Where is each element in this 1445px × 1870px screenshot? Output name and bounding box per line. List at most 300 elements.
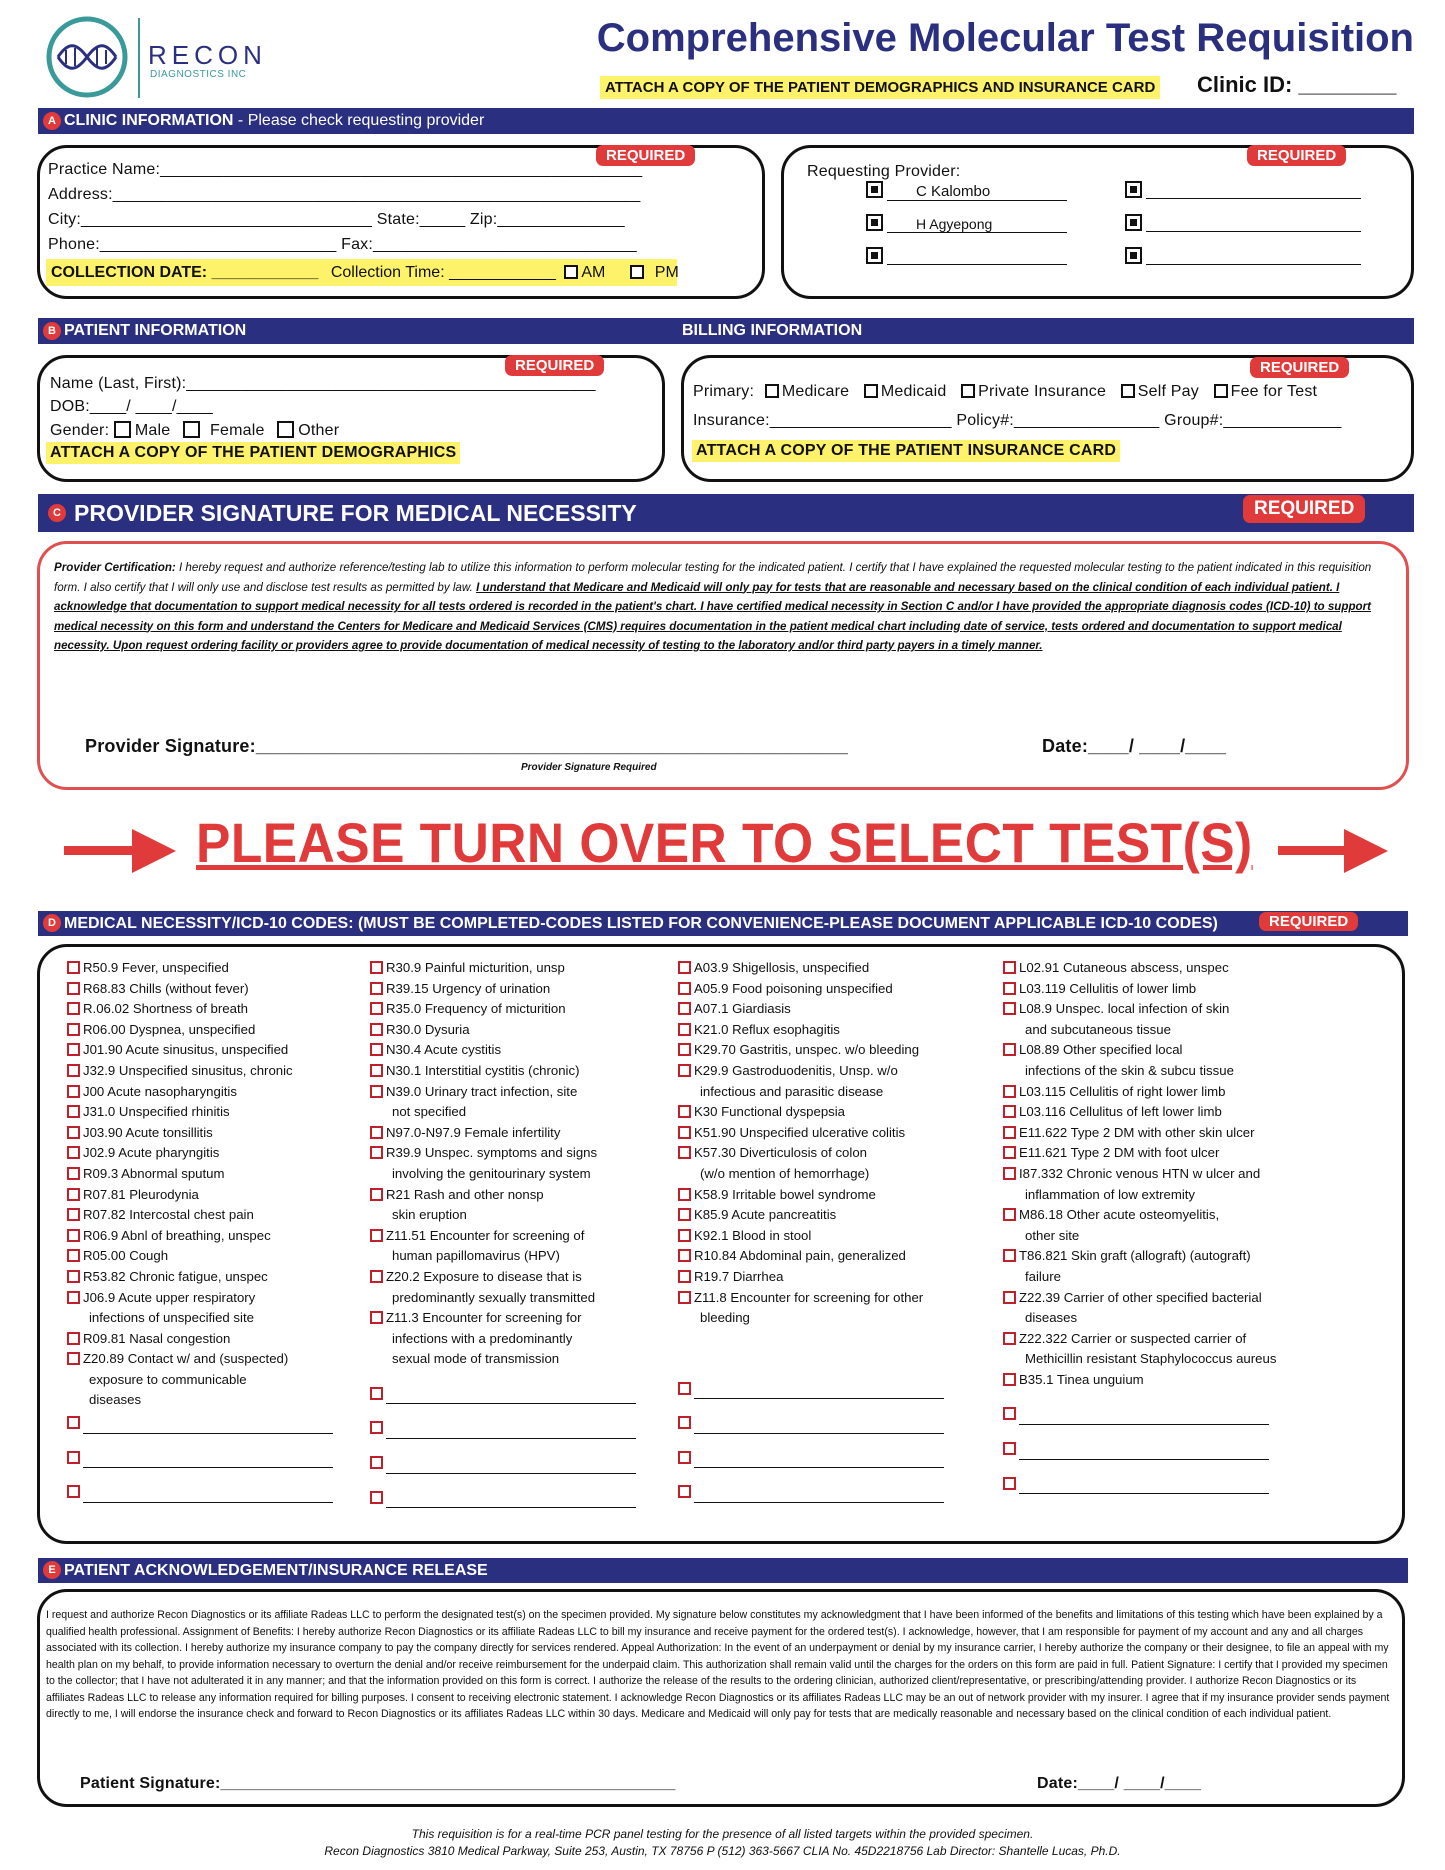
icd-code-item[interactable] — [67, 1185, 333, 1206]
section-a-subtitle: - Please check requesting provider — [233, 112, 485, 129]
icd-code-item[interactable] — [67, 1020, 333, 1041]
icd-checkbox[interactable] — [370, 961, 383, 974]
icd-code-label: B35.1 Tinea unguium — [1019, 1371, 1144, 1387]
icd-blank-entry[interactable] — [67, 1448, 333, 1469]
icd-code-item[interactable] — [67, 1246, 333, 1267]
medicaid-label: Medicaid — [880, 383, 947, 400]
medicaid-checkbox[interactable] — [864, 384, 878, 398]
icd-blank-entry[interactable] — [67, 1413, 333, 1434]
icd-blank-entry[interactable] — [1003, 1439, 1276, 1460]
icd-blank-line[interactable] — [1019, 1478, 1269, 1494]
icd-code-item[interactable] — [678, 1246, 944, 1267]
icd-code-item[interactable] — [1003, 1123, 1276, 1144]
icd-code-item[interactable] — [370, 1020, 636, 1041]
icd-code-item[interactable] — [1003, 1040, 1276, 1061]
icd-code-label: R.06.02 Shortness of breath — [83, 1001, 248, 1017]
icd-checkbox[interactable] — [67, 1291, 80, 1304]
icd-blank-entry[interactable] — [370, 1418, 636, 1439]
patient-name-field[interactable]: Name (Last, First):_____________________________________________ — [50, 375, 596, 392]
icd-code-item[interactable] — [67, 1061, 333, 1082]
icd-checkbox[interactable] — [678, 1291, 691, 1304]
acknowledgement-text: I request and authorize Recon Diagnostics or its affiliate Radeas LLC to perform the designated test(s) on the specimen provided. My signature below constitutes my acknowledgment that I have been informed of the benefits and limitations of this testing which have been explained by a qualified health professional. Assignment of Benefits: I hereby authorize Recon Diagnostics or its affiliate Radeas LLC to bill my insurance and receive payment for the ordered test(s). I acknowledge, however, that I am responsible for payment of my account and any and all charges associated with its collection. I hereby authorize my insurance company to pay the company directly for services rendered. Appeal Authorization: In the event of an underpayment or denial by my insurance carrier, I hereby authorize the company or their designee, to file an appeal with my health plan on my behalf, to provide information necessary to overturn the denial and/or receive reimbursement for the underpaid claim. This authorization shall remain valid until the charges for the orders on this form are paid in full. Patient Signature: I certify that I provided my specimen to the collector; that I have not adulterated it in any manner; and that the information provided on this form is correct. I authorize the release of the results to the ordering clinician, authorized client/representative, or prescribing/attending provider. I authorize Recon Diagnostics or its affiliates Radeas LLC to release any information required for billing purposes. I consent to receiving electronic statement. I acknowledge Recon Diagnostics or its affiliates Radeas LLC may be an out of network provider with my insurer. I agree that if my insurance provider sends payment directly to me, I will endorse the insurance check and forward to Recon Diagnostics or its affiliates Radeas LLC within 30 days. Medicare and Medicaid will only pay for tests that are medically reasonable and necessary based on the clinical condition of each individual patient. — [46, 1609, 1390, 1720]
icd-checkbox[interactable] — [67, 961, 80, 974]
icd-checkbox[interactable] — [1003, 1085, 1016, 1098]
icd-code-item[interactable] — [67, 958, 333, 979]
provider-blank-5[interactable] — [1146, 214, 1361, 232]
icd-code-item[interactable] — [67, 1288, 333, 1309]
icd-code-label: J06.9 Acute upper respiratory — [83, 1289, 256, 1305]
icd-checkbox[interactable] — [678, 1188, 691, 1201]
icd-checkbox[interactable] — [370, 1387, 383, 1400]
icd-code-item[interactable] — [678, 1020, 944, 1041]
private-insurance-label: Private Insurance — [978, 383, 1107, 400]
icd-code-label: L08.9 Unspec. local infection of skin — [1019, 1001, 1230, 1017]
icd-checkbox[interactable] — [1003, 1208, 1016, 1221]
icd-blank-line[interactable] — [694, 1383, 944, 1399]
icd-checkbox[interactable] — [370, 1270, 383, 1283]
icd-code-label: infectious and parasitic disease — [700, 1083, 884, 1099]
phone-fax-field[interactable]: Phone:__________________________ Fax:_____________________________ — [48, 236, 637, 253]
icd-checkbox[interactable] — [67, 1167, 80, 1180]
icd-blank-entry[interactable] — [370, 1384, 636, 1405]
icd-code-item[interactable] — [370, 1267, 636, 1288]
clinic-required-badge: REQUIRED — [596, 145, 695, 166]
icd-code-item[interactable] — [67, 1164, 333, 1185]
icd-code-item[interactable] — [67, 1102, 333, 1123]
icd-checkbox[interactable] — [678, 1485, 691, 1498]
icd-checkbox[interactable] — [67, 1126, 80, 1139]
icd-checkbox[interactable] — [1003, 1043, 1016, 1056]
icd-code-item[interactable] — [370, 1082, 636, 1103]
icd-blank-entry[interactable] — [1003, 1404, 1276, 1425]
provider-blank-3[interactable] — [887, 247, 1067, 265]
signature-required-badge: REQUIRED — [1243, 495, 1365, 523]
icd-checkbox[interactable] — [1003, 1291, 1016, 1304]
provider-checkbox-5[interactable] — [1125, 214, 1142, 231]
address-field[interactable]: Address:__________________________________________________________ — [48, 186, 641, 203]
icd-blank-entry[interactable] — [678, 1413, 944, 1434]
icd-checkbox[interactable] — [678, 1451, 691, 1464]
icd-code-item[interactable] — [678, 1185, 944, 1206]
icd-code-label: infections of the skin & subcu tissue — [1025, 1062, 1234, 1078]
icd-code-continuation — [1003, 1020, 1276, 1041]
icd-checkbox[interactable] — [678, 1064, 691, 1077]
icd-code-item[interactable] — [67, 1349, 333, 1370]
icd-code-continuation — [1003, 1061, 1276, 1082]
icd-code-label: E11.621 Type 2 DM with foot ulcer — [1019, 1145, 1220, 1161]
icd-code-label: diseases — [89, 1392, 142, 1408]
icd-checkbox[interactable] — [678, 1270, 691, 1283]
collection-time-field[interactable]: Collection Time: ____________ — [330, 264, 556, 281]
dob-field[interactable]: DOB:____/ ____/____ — [50, 398, 214, 415]
provider-checkbox-1[interactable] — [866, 181, 883, 198]
icd-code-label: R10.84 Abdominal pain, generalized — [694, 1248, 906, 1264]
icd-checkbox[interactable] — [370, 1146, 383, 1159]
icd-code-item[interactable] — [370, 1308, 636, 1329]
icd-checkbox[interactable] — [370, 1311, 383, 1324]
icd-code-item[interactable] — [678, 979, 944, 1000]
icd-blank-line[interactable] — [694, 1452, 944, 1468]
section-d-title: MEDICAL NECESSITY/ICD-10 CODES: (MUST BE COMPLETED-CODES LISTED FOR CONVENIENCE-PLEASE DOCUMENT APPLICABLE ICD-10 CODES) — [64, 915, 1218, 932]
icd-checkbox[interactable] — [67, 1270, 80, 1283]
icd-code-item[interactable] — [67, 1205, 333, 1226]
icd-checkbox[interactable] — [678, 1382, 691, 1395]
icd-blank-entry[interactable] — [678, 1379, 944, 1400]
provider-checkbox-6[interactable] — [1125, 247, 1142, 264]
icd-checkbox[interactable] — [67, 982, 80, 995]
icd-code-item[interactable] — [67, 1329, 333, 1350]
icd-checkbox[interactable] — [1003, 1373, 1016, 1386]
icd-code-label: L02.91 Cutaneous abscess, unspec — [1019, 960, 1229, 975]
icd-code-label: R68.83 Chills (without fever) — [83, 980, 249, 996]
icd-checkbox[interactable] — [370, 1188, 383, 1201]
icd-code-item[interactable] — [370, 1040, 636, 1061]
icd-checkbox[interactable] — [1003, 1167, 1016, 1180]
icd-code-label: bleeding — [700, 1310, 750, 1326]
icd-code-item[interactable] — [1003, 1143, 1276, 1164]
icd-code-label: R07.81 Pleurodynia — [83, 1186, 199, 1202]
icd-code-label: J00 Acute nasopharyngitis — [83, 1083, 237, 1099]
icd-code-label: R07.82 Intercostal chest pain — [83, 1207, 254, 1223]
icd-code-item[interactable] — [67, 1267, 333, 1288]
icd-checkbox[interactable] — [1003, 1146, 1016, 1159]
billing-title: BILLING INFORMATION — [682, 322, 863, 339]
icd-checkbox[interactable] — [1003, 1249, 1016, 1262]
icd-checkbox[interactable] — [67, 1229, 80, 1242]
medicare-checkbox[interactable] — [765, 384, 779, 398]
icd-code-item[interactable] — [1003, 1329, 1276, 1350]
icd-code-label: N39.0 Urinary tract infection, site — [386, 1083, 578, 1099]
icd-checkbox[interactable] — [67, 1249, 80, 1262]
icd-code-item[interactable] — [67, 979, 333, 1000]
icd-code-item[interactable] — [67, 1226, 333, 1247]
icd-code-label: L08.89 Other specified local — [1019, 1042, 1183, 1058]
provider-checkbox-3[interactable] — [866, 247, 883, 264]
icd-code-item[interactable] — [678, 1102, 944, 1123]
provider-signature-date[interactable]: Date:____/ ____/____ — [1042, 736, 1227, 756]
icd-blank-line[interactable] — [386, 1458, 636, 1474]
icd-checkbox[interactable] — [678, 1126, 691, 1139]
am-label: AM — [581, 264, 606, 281]
icd-code-continuation — [370, 1246, 636, 1267]
certification-text — [54, 558, 1392, 656]
icd-checkbox[interactable] — [678, 1249, 691, 1262]
icd-code-label: (w/o mention of hemorrhage) — [700, 1165, 870, 1181]
icd-code-item[interactable] — [370, 1143, 636, 1164]
icd-code-label: other site — [1025, 1227, 1080, 1243]
logo-subtitle: DIAGNOSTICS INC — [150, 69, 247, 80]
icd-checkbox[interactable] — [370, 1023, 383, 1036]
icd-code-label: Z20.89 Contact w/ and (suspected) — [83, 1351, 289, 1367]
icd-code-item[interactable] — [370, 979, 636, 1000]
icd-blank-entry[interactable] — [370, 1488, 636, 1509]
icd-checkbox[interactable] — [67, 1146, 80, 1159]
footer-line-2: Recon Diagnostics 3810 Medical Parkway, Suite 253, Austin, TX 78756 P (512) 363-5667 CLIA No. 45D2218756 Lab Director: Shantelle Lucas, Ph.D. — [324, 1844, 1121, 1858]
other-gender-label: Other — [298, 422, 340, 439]
icd-checkbox[interactable] — [678, 1043, 691, 1056]
icd-code-item[interactable] — [678, 1288, 944, 1309]
icd-checkbox[interactable] — [678, 961, 691, 974]
icd-code-label: R39.15 Urgency of urination — [386, 980, 551, 996]
icd-code-label: K58.9 Irritable bowel syndrome — [694, 1186, 876, 1202]
icd-blank-line[interactable] — [386, 1492, 636, 1508]
icd-blank-line[interactable] — [83, 1452, 333, 1468]
icd-checkbox[interactable] — [67, 1352, 80, 1365]
icd-code-item[interactable] — [1003, 1288, 1276, 1309]
icd-checkbox[interactable] — [370, 1421, 383, 1434]
icd-checkbox[interactable] — [67, 1043, 80, 1056]
icd-checkbox[interactable] — [1003, 1442, 1016, 1455]
icd-checkbox[interactable] — [370, 1491, 383, 1504]
provider-blank-6[interactable] — [1146, 247, 1361, 265]
icd-code-label: Z11.3 Encounter for screening for — [386, 1310, 582, 1326]
footer-line-1: This requisition is for a real-time PCR panel testing for the presence of all listed targets within the provided specimen. — [411, 1827, 1034, 1841]
self-pay-label: Self Pay — [1137, 383, 1199, 400]
icd-blank-line[interactable] — [1019, 1409, 1269, 1425]
icd-blank-entry[interactable] — [370, 1453, 636, 1474]
icd-code-label: exposure to communicable — [89, 1371, 247, 1387]
icd-code-item[interactable] — [678, 1143, 944, 1164]
icd-checkbox[interactable] — [678, 1416, 691, 1429]
icd-code-continuation — [370, 1329, 636, 1350]
icd-code-label: R05.00 Cough — [83, 1248, 169, 1264]
icd-checkbox[interactable] — [370, 1002, 383, 1015]
icd-code-item[interactable] — [67, 1082, 333, 1103]
icd-code-item[interactable] — [370, 1123, 636, 1144]
icd-checkbox[interactable] — [1003, 1332, 1016, 1345]
icd-code-label: R50.9 Fever, unspecified — [83, 960, 229, 975]
icd-blank-line[interactable] — [386, 1423, 636, 1439]
icd-checkbox[interactable] — [1003, 1002, 1016, 1015]
icd-code-label: R21 Rash and other nonsp — [386, 1186, 544, 1202]
icd-code-item[interactable] — [370, 1226, 636, 1247]
icd-code-item[interactable] — [1003, 1370, 1276, 1391]
section-e-header — [38, 1558, 1408, 1583]
pm-checkbox[interactable] — [630, 265, 644, 279]
icd-checkbox[interactable] — [678, 1023, 691, 1036]
icd-blank-entry[interactable] — [678, 1448, 944, 1469]
icd-checkbox[interactable] — [678, 1146, 691, 1159]
icd-code-item[interactable] — [370, 1061, 636, 1082]
icd-checkbox[interactable] — [370, 1043, 383, 1056]
icd-blank-line[interactable] — [386, 1388, 636, 1404]
icd-checkbox[interactable] — [370, 1229, 383, 1242]
icd-checkbox[interactable] — [370, 982, 383, 995]
icd-checkbox[interactable] — [67, 1064, 80, 1077]
insurance-policy-group-field[interactable]: Insurance:____________________ Policy#:________________ Group#:_____________ — [693, 412, 1342, 429]
icd-checkbox[interactable] — [678, 982, 691, 995]
icd-code-item[interactable] — [678, 1205, 944, 1226]
practice-name-field[interactable]: Practice Name:_____________________________________________________ — [48, 161, 643, 178]
dna-logo-icon — [44, 14, 130, 100]
icd-required-badge: REQUIRED — [1259, 912, 1358, 931]
icd-code-label: inflammation of low extremity — [1025, 1186, 1196, 1202]
attach-insurance-card-note: ATTACH A COPY OF THE PATIENT INSURANCE CARD — [692, 440, 1120, 462]
icd-code-item[interactable] — [67, 1040, 333, 1061]
icd-code-label: L03.119 Cellulitis of lower limb — [1019, 980, 1197, 996]
icd-code-label: failure — [1025, 1268, 1061, 1284]
other-gender-checkbox[interactable] — [277, 421, 294, 438]
gender-row — [50, 421, 339, 440]
icd-column-3 — [678, 958, 944, 1503]
icd-code-continuation — [1003, 1308, 1276, 1329]
icd-code-item[interactable] — [1003, 1246, 1276, 1267]
icd-checkbox[interactable] — [678, 1002, 691, 1015]
icd-code-item[interactable] — [678, 1040, 944, 1061]
section-d-letter: D — [43, 914, 61, 932]
patient-signature-date[interactable]: Date:____/ ____/____ — [1037, 1775, 1202, 1792]
icd-checkbox[interactable] — [678, 1105, 691, 1118]
male-checkbox[interactable] — [114, 421, 131, 438]
icd-code-item[interactable] — [67, 1123, 333, 1144]
icd-checkbox[interactable] — [678, 1208, 691, 1221]
icd-code-label: J32.9 Unspecified sinusitus, chronic — [83, 1062, 293, 1078]
icd-code-continuation — [678, 1164, 944, 1185]
icd-code-continuation — [370, 1349, 636, 1370]
icd-code-label: R19.7 Diarrhea — [694, 1268, 784, 1284]
self-pay-checkbox[interactable] — [1121, 384, 1135, 398]
icd-code-label: Z20.2 Exposure to disease that is — [386, 1268, 582, 1284]
icd-code-item[interactable] — [1003, 999, 1276, 1020]
gender-label: Gender: — [50, 422, 110, 439]
icd-code-label: A03.9 Shigellosis, unspecified — [694, 960, 870, 975]
icd-code-label: N30.4 Acute cystitis — [386, 1042, 502, 1058]
icd-checkbox[interactable] — [67, 1002, 80, 1015]
icd-code-continuation — [67, 1370, 333, 1391]
icd-code-label: infections with a predominantly — [392, 1330, 573, 1346]
icd-code-item[interactable] — [678, 1267, 944, 1288]
provider-required-badge: REQUIRED — [1247, 145, 1346, 166]
icd-checkbox[interactable] — [67, 1208, 80, 1221]
icd-blank-line[interactable] — [694, 1487, 944, 1503]
icd-checkbox[interactable] — [67, 1416, 80, 1429]
icd-code-item[interactable] — [1003, 1102, 1276, 1123]
pm-label: PM — [654, 264, 679, 281]
icd-checkbox[interactable] — [1003, 1105, 1016, 1118]
icd-blank-entry[interactable] — [678, 1482, 944, 1503]
provider-name-1[interactable]: C Kalombo — [887, 183, 1067, 201]
icd-checkbox[interactable] — [370, 1064, 383, 1077]
icd-code-item[interactable] — [1003, 979, 1276, 1000]
icd-code-item[interactable] — [67, 1143, 333, 1164]
icd-code-label: L03.115 Cellulitis of right lower limb — [1019, 1083, 1226, 1099]
icd-blank-line[interactable] — [694, 1418, 944, 1434]
icd-code-item[interactable] — [678, 999, 944, 1020]
icd-checkbox[interactable] — [370, 1085, 383, 1098]
icd-blank-entry[interactable] — [67, 1482, 333, 1503]
icd-code-continuation — [678, 1308, 944, 1329]
icd-code-label: Z22.322 Carrier or suspected carrier of — [1019, 1330, 1247, 1346]
icd-blank-line[interactable] — [1019, 1444, 1269, 1460]
icd-code-item[interactable] — [370, 958, 636, 979]
icd-code-item[interactable] — [1003, 1082, 1276, 1103]
provider-checkbox-4[interactable] — [1125, 181, 1142, 198]
icd-checkbox[interactable] — [370, 1126, 383, 1139]
city-state-zip-field[interactable]: City:________________________________ State:_____ Zip:______________ — [48, 211, 625, 228]
icd-code-label: Z11.8 Encounter for screening for other — [694, 1289, 924, 1305]
section-a-header — [38, 108, 1414, 134]
icd-code-label: R06.9 Abnl of breathing, unspec — [83, 1227, 271, 1243]
icd-checkbox[interactable] — [678, 1229, 691, 1242]
patient-signature-field[interactable]: Patient Signature:__________________________________________________ — [80, 1775, 676, 1792]
fee-for-test-checkbox[interactable] — [1214, 384, 1228, 398]
icd-code-continuation — [1003, 1267, 1276, 1288]
private-insurance-checkbox[interactable] — [961, 384, 975, 398]
icd-code-item[interactable] — [1003, 1205, 1276, 1226]
icd-code-item[interactable] — [370, 999, 636, 1020]
icd-code-label: infections of unspecified site — [89, 1310, 254, 1326]
section-c-letter: C — [48, 504, 66, 522]
icd-checkbox[interactable] — [370, 1456, 383, 1469]
icd-code-label: A05.9 Food poisoning unspecified — [694, 980, 893, 996]
icd-code-item[interactable] — [678, 1226, 944, 1247]
icd-checkbox[interactable] — [1003, 1407, 1016, 1420]
icd-code-item[interactable] — [678, 1123, 944, 1144]
section-e-title: PATIENT ACKNOWLEDGEMENT/INSURANCE RELEASE — [64, 1562, 488, 1579]
provider-blank-4[interactable] — [1146, 181, 1361, 199]
icd-code-label: and subcutaneous tissue — [1025, 1021, 1171, 1037]
icd-checkbox[interactable] — [67, 1332, 80, 1345]
icd-code-continuation — [370, 1288, 636, 1309]
icd-code-label: L03.116 Cellulitus of left lower limb — [1019, 1104, 1222, 1120]
icd-code-item[interactable] — [1003, 958, 1276, 979]
provider-list-right — [1125, 181, 1361, 280]
icd-column-4 — [1003, 958, 1276, 1494]
icd-checkbox[interactable] — [67, 1085, 80, 1098]
icd-code-label: K51.90 Unspecified ulcerative colitis — [694, 1124, 906, 1140]
icd-code-item[interactable] — [678, 1061, 944, 1082]
icd-code-continuation — [370, 1164, 636, 1185]
icd-checkbox[interactable] — [67, 1188, 80, 1201]
icd-code-label: K21.0 Reflux esophagitis — [694, 1021, 840, 1037]
icd-checkbox[interactable] — [67, 1023, 80, 1036]
icd-code-item[interactable] — [370, 1185, 636, 1206]
icd-checkbox[interactable] — [1003, 1126, 1016, 1139]
icd-code-label: R09.81 Nasal congestion — [83, 1330, 231, 1346]
female-checkbox[interactable] — [183, 421, 200, 438]
icd-code-label: R35.0 Frequency of micturition — [386, 1001, 566, 1017]
icd-code-label: J31.0 Unspecified rhinitis — [83, 1104, 230, 1120]
provider-signature-field[interactable]: Provider Signature:__________________________________________________________ — [85, 736, 849, 756]
collection-date-field[interactable]: COLLECTION DATE: ____________ — [51, 264, 319, 281]
fee-for-test-label: Fee for Test — [1230, 383, 1318, 400]
provider-name-2[interactable]: H Agyepong — [887, 216, 1067, 233]
icd-column-2 — [370, 958, 636, 1508]
icd-code-item[interactable] — [67, 999, 333, 1020]
section-b-header — [38, 318, 1414, 344]
icd-checkbox[interactable] — [67, 1105, 80, 1118]
icd-blank-line[interactable] — [83, 1418, 333, 1434]
icd-checkbox[interactable] — [1003, 1477, 1016, 1490]
icd-code-continuation — [370, 1205, 636, 1226]
icd-code-label: R09.3 Abnormal sputum — [83, 1165, 225, 1181]
icd-blank-line[interactable] — [83, 1487, 333, 1503]
icd-blank-entry[interactable] — [1003, 1474, 1276, 1495]
icd-code-item[interactable] — [678, 958, 944, 979]
icd-code-label: sexual mode of transmission — [392, 1351, 560, 1367]
icd-checkbox[interactable] — [67, 1485, 80, 1498]
icd-code-label: J03.90 Acute tonsillitis — [83, 1124, 213, 1140]
icd-checkbox[interactable] — [1003, 961, 1016, 974]
icd-checkbox[interactable] — [67, 1451, 80, 1464]
icd-checkbox[interactable] — [1003, 982, 1016, 995]
provider-checkbox-2[interactable] — [866, 214, 883, 231]
icd-code-label: K30 Functional dyspepsia — [694, 1104, 846, 1120]
icd-code-label: skin eruption — [392, 1207, 467, 1223]
icd-code-label: A07.1 Giardiasis — [694, 1001, 791, 1017]
icd-code-item[interactable] — [1003, 1164, 1276, 1185]
am-checkbox[interactable] — [564, 265, 578, 279]
